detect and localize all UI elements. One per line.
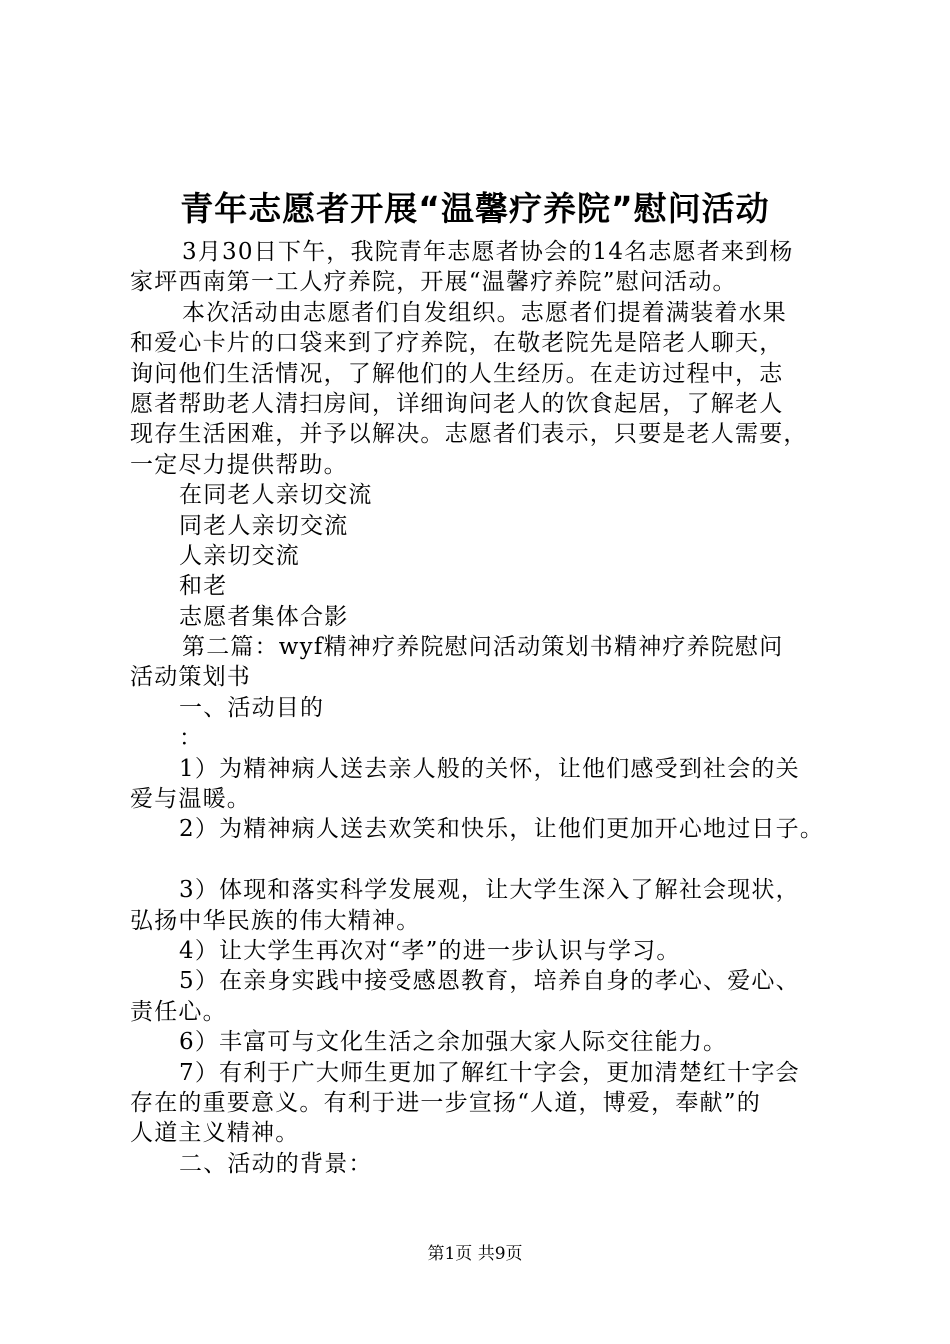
photo-caption: 志愿者集体合影 <box>179 603 349 630</box>
blank-line <box>130 845 842 875</box>
paragraph-line: 现存生活困难，并予以解决。志愿者们表示，只要是老人需要， <box>130 421 808 448</box>
paragraph-line: 本次活动由志愿者们自发组织。志愿者们提着满装着水果 <box>182 299 787 326</box>
list-item: 存在的重要意义。有利于进一步宣扬“人道，博爱，奉献”的 <box>130 1089 761 1116</box>
photo-caption: 人亲切交流 <box>179 542 300 569</box>
list-item: 1）为精神病人送去亲人般的关怀，让他们感受到社会的关 <box>179 755 800 782</box>
document-body <box>130 237 842 1179</box>
page-number: 第1页 共9页 <box>427 1244 523 1264</box>
photo-caption: 在同老人亲切交流 <box>179 482 373 509</box>
photo-caption: 同老人亲切交流 <box>179 512 349 539</box>
page-title: 青年志愿者开展“温馨疗养院”慰问活动 <box>180 189 770 228</box>
paragraph-line: 3月30日下午，我院青年志愿者协会的14名志愿者来到杨 <box>182 239 794 265</box>
list-item: 2）为精神病人送去欢笑和快乐，让他们更加开心地过日子。 <box>179 816 825 843</box>
subsection-heading: 一、活动目的 <box>179 694 325 721</box>
list-item: 4）让大学生再次对“孝”的进一步认识与学习。 <box>179 937 681 964</box>
list-item: 7）有利于广大师生更加了解红十字会，更加清楚红十字会 <box>179 1059 800 1086</box>
list-item: 爱与温暖。 <box>130 786 251 813</box>
paragraph-line: 和爱心卡片的口袋来到了疗养院，在敬老院先是陪老人聊天， <box>130 330 784 357</box>
list-item: 人道主义精神。 <box>130 1120 300 1147</box>
paragraph-line: 询问他们生活情况，了解他们的人生经历。在走访过程中，志 <box>130 360 784 387</box>
list-item: 弘扬中华民族的伟大精神。 <box>130 907 421 934</box>
photo-caption: 和老 <box>179 573 228 600</box>
list-item: 5）在亲身实践中接受感恩教育，培养自身的孝心、爱心、 <box>179 968 800 995</box>
section-heading: 第二篇：wyf精神疗养院慰问活动策划书精神疗养院慰问 <box>182 634 784 661</box>
paragraph-line: 家坪西南第一工人疗养院，开展“温馨疗养院”慰问活动。 <box>130 269 737 296</box>
list-item: 6）丰富可与文化生活之余加强大家人际交往能力。 <box>179 1029 728 1056</box>
list-item: 3）体现和落实科学发展观，让大学生深入了解社会现状， <box>179 877 800 904</box>
section-heading: 活动策划书 <box>130 664 251 691</box>
list-item: 责任心。 <box>130 998 227 1025</box>
subsection-heading: 二、活动的背景： <box>179 1150 373 1177</box>
paragraph-line: 一定尽力提供帮助。 <box>130 451 348 478</box>
paragraph-line: 愿者帮助老人清扫房间，详细询问老人的饮食起居，了解老人 <box>130 390 784 417</box>
paragraph-line: ： <box>179 725 204 752</box>
